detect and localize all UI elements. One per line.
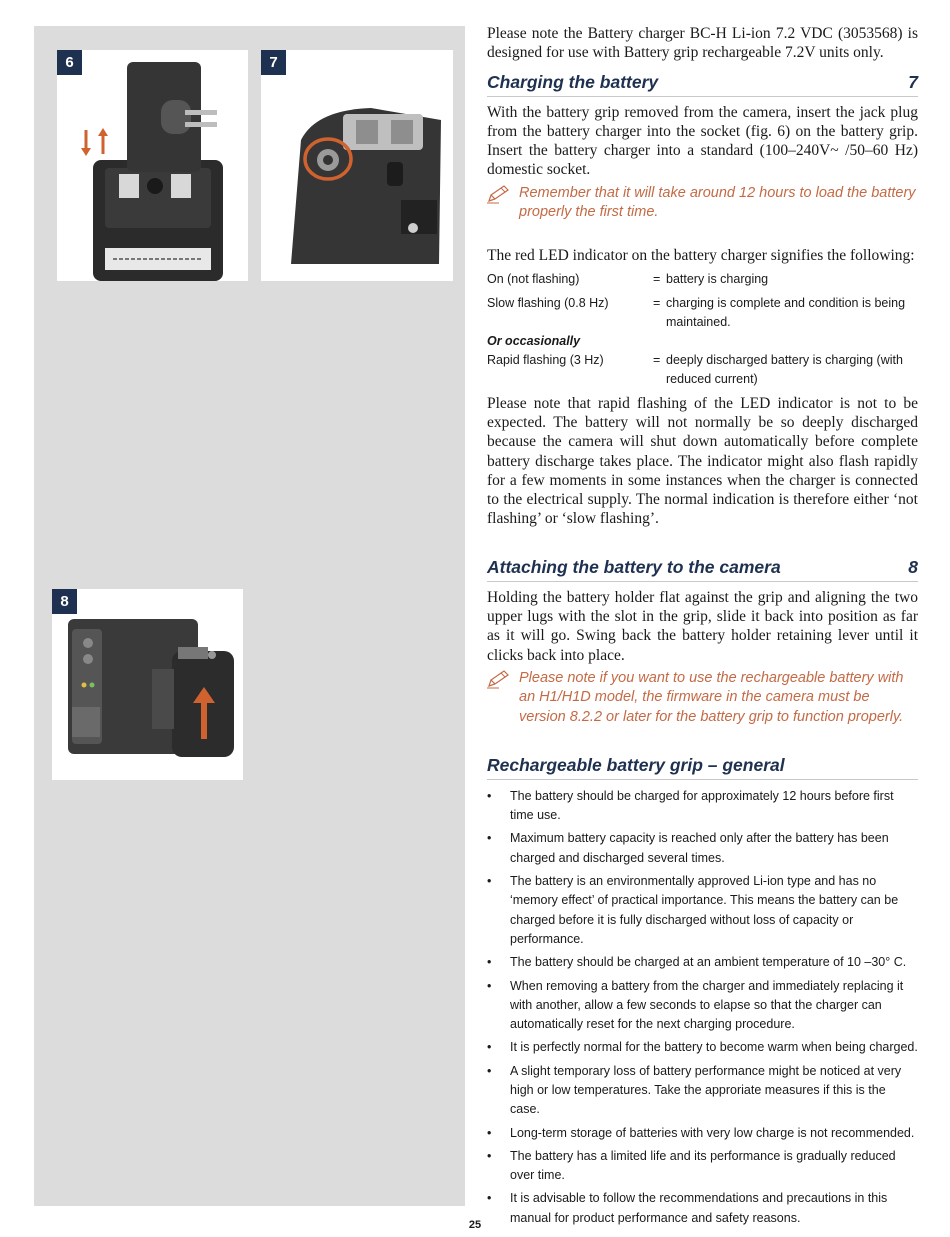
figure-7 — [261, 50, 453, 281]
bullet: • — [487, 1125, 492, 1140]
figure-number: 7 — [261, 50, 286, 75]
pencil-icon — [487, 669, 511, 689]
led-meaning: battery is charging — [666, 271, 769, 286]
led-indicator-table — [487, 270, 918, 389]
figure-8 — [52, 589, 243, 780]
figure-6 — [57, 50, 248, 281]
list-item — [487, 1124, 918, 1143]
attaching-paragraph: Holding the battery holder flat against the grip and aligning the two upper lugs with the slot in the grip, slide it back into position as far as it will go. Swing back the battery holder retaining lever until it clicks back into place. — [487, 588, 918, 664]
led-row — [487, 294, 918, 332]
section-title: Charging the battery — [487, 71, 659, 92]
bullet: • — [487, 978, 492, 993]
camera-battery-attach-illustration — [52, 589, 243, 780]
led-state: On (not flashing) — [487, 271, 580, 286]
led-state: Slow flashing (0.8 Hz) — [487, 295, 609, 310]
list-item-text: The battery should be charged for approximately 12 hours before first time use. — [510, 788, 894, 823]
section-title: Attaching the battery to the camera — [487, 556, 781, 577]
led-state: Rapid flashing (3 Hz) — [487, 352, 604, 367]
bullet: • — [487, 1148, 492, 1163]
list-item-text: Maximum battery capacity is reached only after the battery has been charged and discharged several times. — [510, 831, 889, 865]
bullet: • — [487, 788, 492, 803]
list-item-text: The battery should be charged at an ambient temperature of 10 –30° C. — [510, 955, 907, 970]
list-item-text: When removing a battery from the charger and immediately replacing it with another, allow a few seconds to elapse so that the charger can automatically reset for the next charging procedure. — [510, 978, 904, 1032]
led-intro-paragraph: The red LED indicator on the battery charger signifies the following: — [487, 247, 915, 265]
note-attaching — [487, 669, 918, 727]
led-meaning: charging is complete and condition is being maintained. — [666, 295, 906, 329]
battery-grip-socket-illustration — [261, 50, 453, 281]
list-item — [487, 829, 918, 868]
list-item-text: It is perfectly normal for the battery to become warm when being charged. — [510, 1040, 918, 1055]
bullet: • — [487, 1191, 492, 1206]
figure-reference: 7 — [908, 71, 918, 92]
led-meaning: deeply discharged battery is charging (with reduced current) — [666, 352, 903, 386]
led-row — [487, 270, 918, 289]
list-item — [487, 787, 918, 826]
list-item — [487, 1038, 918, 1057]
list-item-text: The battery is an environmentally approved Li-ion type and has no ‘memory effect’ of practical importance. This means the battery can be charged before it is fully discharged without loss of capacity or performance. — [510, 874, 899, 946]
bullet: • — [487, 874, 492, 889]
led-note-paragraph: Please note that rapid flashing of the LED indicator is not to be expected. The battery will not normally be so deeply discharged because the camera will shut down automatically before complete battery discharge takes place. The indicator might also flash rapidly for a few moments in some instances when the charger is connected to the electrical supply. The normal indication is therefore either ‘not flashing’ or ‘slow flashing’. — [487, 394, 918, 528]
bullet: • — [487, 1040, 492, 1055]
figure-reference: 8 — [908, 556, 918, 577]
list-item-text: The battery has a limited life and its performance is gradually reduced over time. — [510, 1148, 896, 1183]
list-item — [487, 953, 918, 972]
note-text: Please note if you want to use the rechargeable battery with an H1/H1D model, the firmware in the camera must be version 8.2.2 or later for the battery grip to function properly. — [519, 669, 904, 725]
list-item-text: A slight temporary loss of battery performance might be noticed at very high or low temperatures. Take the approriate measures if this is the case. — [510, 1063, 902, 1117]
list-item — [487, 1062, 918, 1120]
equals-sign: = — [653, 271, 661, 286]
section-heading-attaching — [487, 557, 918, 582]
figure-number: 8 — [52, 589, 77, 614]
equals-sign: = — [653, 352, 661, 367]
note-charging — [487, 184, 918, 223]
section-title: Rechargeable battery grip – general — [487, 754, 785, 775]
charging-paragraph: With the battery grip removed from the camera, insert the jack plug from the battery charger into the socket (fig. 6) on the battery grip. Insert the battery charger into a standard (100–240V~ /50–60 Hz) domestic socket. — [487, 103, 918, 179]
bullet: • — [487, 1063, 492, 1078]
bullet: • — [487, 831, 492, 846]
section-heading-general — [487, 755, 918, 780]
note-text: Remember that it will take around 12 hours to load the battery properly the first time. — [519, 184, 916, 221]
list-item-text: Long-term storage of batteries with very low charge is not recommended. — [510, 1125, 915, 1140]
pencil-icon — [487, 184, 511, 204]
list-item — [487, 872, 918, 949]
general-bullet-list — [487, 787, 918, 1228]
list-item — [487, 1147, 918, 1186]
equals-sign: = — [653, 295, 661, 310]
charger-plug-illustration — [57, 50, 248, 281]
section-heading-charging — [487, 72, 918, 97]
occasionally-label: Or occasionally — [487, 333, 581, 348]
text-column — [487, 24, 918, 1232]
page-number: 25 — [468, 1219, 482, 1231]
list-item — [487, 977, 918, 1035]
led-row — [487, 351, 918, 389]
intro-paragraph: Please note the Battery charger BC-H Li-ion 7.2 VDC (3053568) is designed for use with Battery grip rechargeable 7.2V units only. — [487, 25, 918, 62]
figure-number: 6 — [57, 50, 82, 75]
bullet: • — [487, 955, 492, 970]
list-item-text: It is advisable to follow the recommendations and precautions in this manual for product performance and safety reasons. — [510, 1191, 888, 1225]
